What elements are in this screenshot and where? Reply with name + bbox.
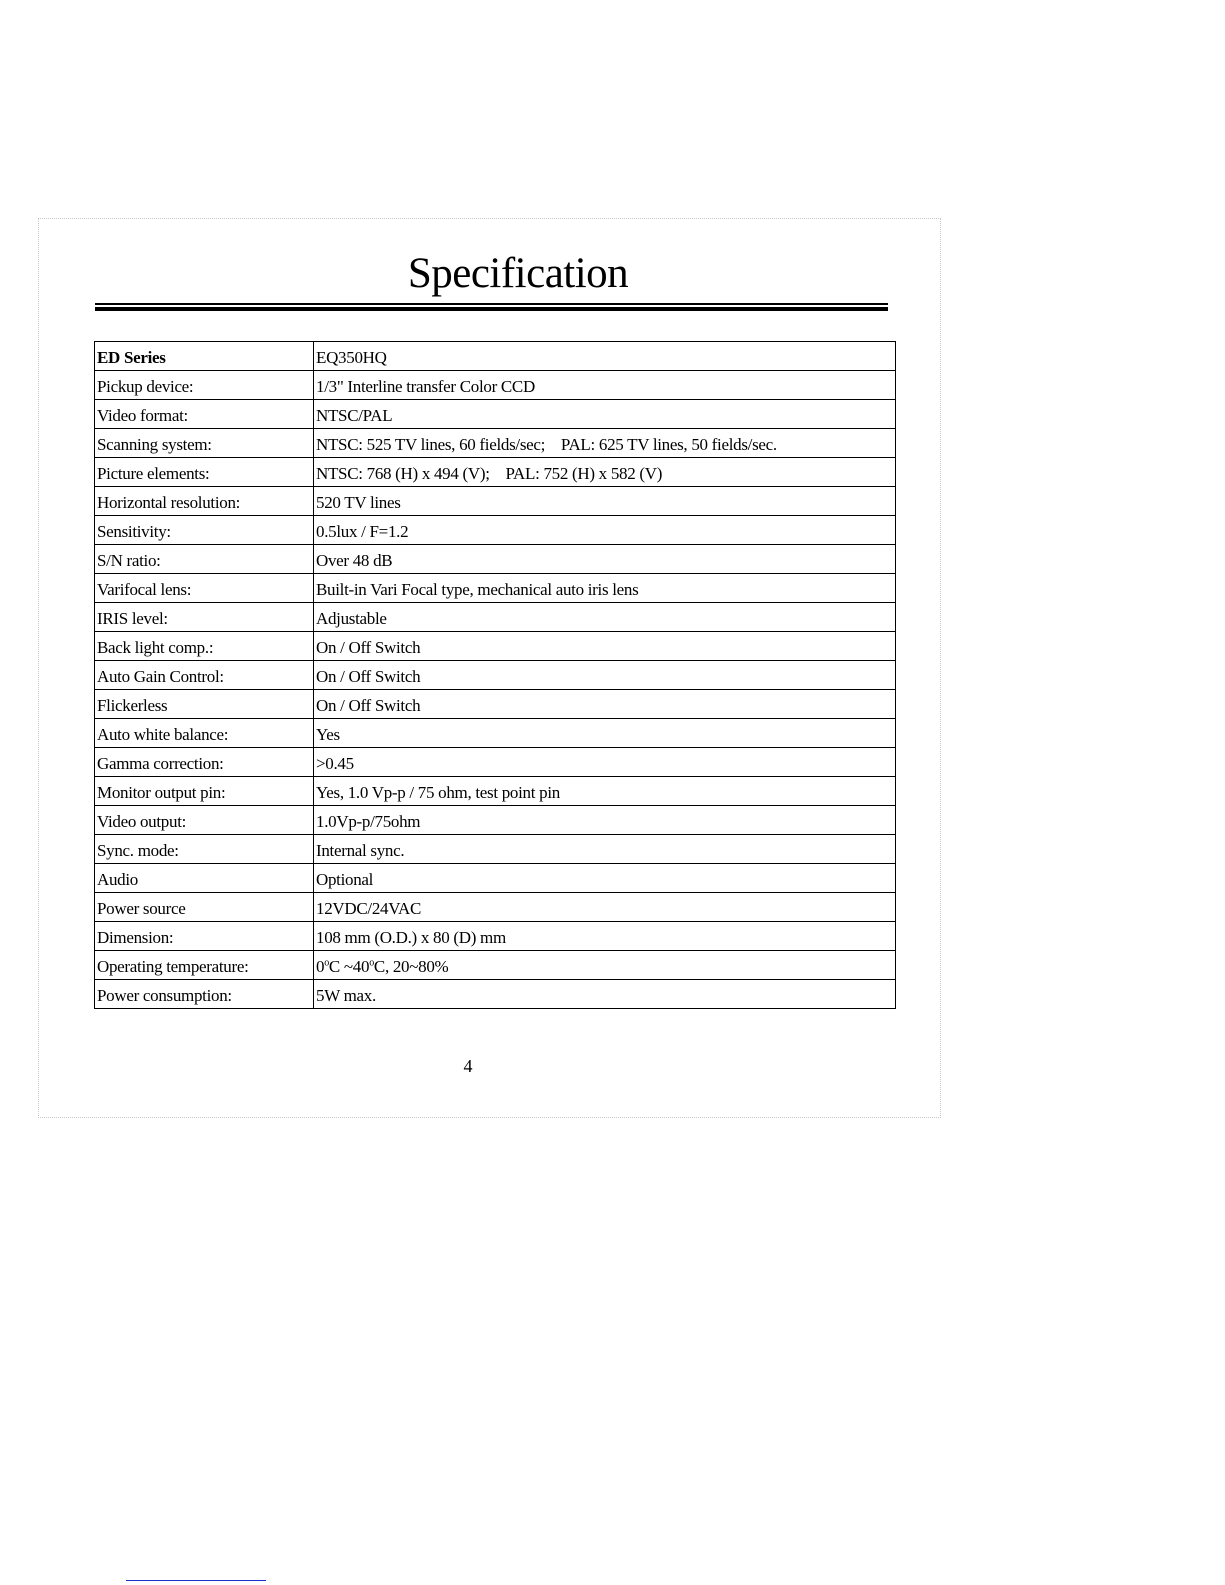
spec-value: 1/3" Interline transfer Color CCD — [314, 371, 896, 400]
table-row — [95, 777, 896, 806]
title-underline-rule — [95, 303, 888, 311]
spec-label: Gamma correction: — [95, 748, 314, 777]
degree-superscript: o — [324, 957, 329, 969]
spec-value: Optional — [314, 864, 896, 893]
spec-value: EQ350HQ — [314, 342, 896, 371]
spec-label: Sync. mode: — [95, 835, 314, 864]
table-row — [95, 574, 896, 603]
temp-part: C, 20~80% — [373, 957, 449, 976]
spec-label: Dimension: — [95, 922, 314, 951]
table-row — [95, 371, 896, 400]
spec-value: NTSC: 525 TV lines, 60 fields/sec; PAL: 625 TV lines, 50 fields/sec. — [314, 429, 896, 458]
table-row — [95, 487, 896, 516]
spec-label: IRIS level: — [95, 603, 314, 632]
table-row — [95, 545, 896, 574]
spec-label: Varifocal lens: — [95, 574, 314, 603]
spec-label: S/N ratio: — [95, 545, 314, 574]
table-row — [95, 951, 896, 980]
spec-label: ED Series — [95, 342, 314, 371]
spec-label: Horizontal resolution: — [95, 487, 314, 516]
spec-value: NTSC/PAL — [314, 400, 896, 429]
degree-superscript: o — [369, 957, 374, 969]
spec-label: Power source — [95, 893, 314, 922]
spec-label: Pickup device: — [95, 371, 314, 400]
spec-label: Sensitivity: — [95, 516, 314, 545]
spec-label: Picture elements: — [95, 458, 314, 487]
table-row — [95, 864, 896, 893]
table-row — [95, 458, 896, 487]
spec-label: Operating temperature: — [95, 951, 314, 980]
table-row — [95, 980, 896, 1009]
table-row — [95, 748, 896, 777]
spec-label: Flickerless — [95, 690, 314, 719]
spec-value: Over 48 dB — [314, 545, 896, 574]
table-row — [95, 719, 896, 748]
table-row — [95, 661, 896, 690]
spec-value: 108 mm (O.D.) x 80 (D) mm — [314, 922, 896, 951]
spec-value: 5W max. — [314, 980, 896, 1009]
spec-label: Monitor output pin: — [95, 777, 314, 806]
table-row — [95, 893, 896, 922]
table-row — [95, 603, 896, 632]
spec-value: NTSC: 768 (H) x 494 (V); PAL: 752 (H) x 582 (V) — [314, 458, 896, 487]
specification-table — [94, 341, 896, 1009]
table-row — [95, 400, 896, 429]
table-row — [95, 429, 896, 458]
page-number: 4 — [463, 1056, 473, 1076]
spec-label: Auto white balance: — [95, 719, 314, 748]
bottom-link-underline[interactable] — [126, 1580, 266, 1581]
spec-value: On / Off Switch — [314, 690, 896, 719]
temp-part: 0 — [316, 957, 325, 976]
spec-value: Yes, 1.0 Vp-p / 75 ohm, test point pin — [314, 777, 896, 806]
table-row — [95, 632, 896, 661]
spec-label: Video output: — [95, 806, 314, 835]
spec-value: Internal sync. — [314, 835, 896, 864]
spec-value: On / Off Switch — [314, 661, 896, 690]
table-row — [95, 342, 896, 371]
spec-value: >0.45 — [314, 748, 896, 777]
table-row — [95, 922, 896, 951]
spec-value-temperature — [314, 951, 896, 980]
table-row — [95, 806, 896, 835]
spec-label: Video format: — [95, 400, 314, 429]
spec-value: Built-in Vari Focal type, mechanical auto iris lens — [314, 574, 896, 603]
page-title: Specification — [407, 250, 629, 297]
table-row — [95, 690, 896, 719]
table-row — [95, 835, 896, 864]
spec-label: Auto Gain Control: — [95, 661, 314, 690]
temp-part: C ~40 — [328, 957, 370, 976]
spec-value: 12VDC/24VAC — [314, 893, 896, 922]
spec-label: Audio — [95, 864, 314, 893]
spec-label: Back light comp.: — [95, 632, 314, 661]
spec-value: 520 TV lines — [314, 487, 896, 516]
spec-value: Yes — [314, 719, 896, 748]
spec-value: Adjustable — [314, 603, 896, 632]
spec-label: Scanning system: — [95, 429, 314, 458]
table-row — [95, 516, 896, 545]
spec-value: On / Off Switch — [314, 632, 896, 661]
spec-label: Power consumption: — [95, 980, 314, 1009]
spec-value: 1.0Vp-p/75ohm — [314, 806, 896, 835]
spec-value: 0.5lux / F=1.2 — [314, 516, 896, 545]
